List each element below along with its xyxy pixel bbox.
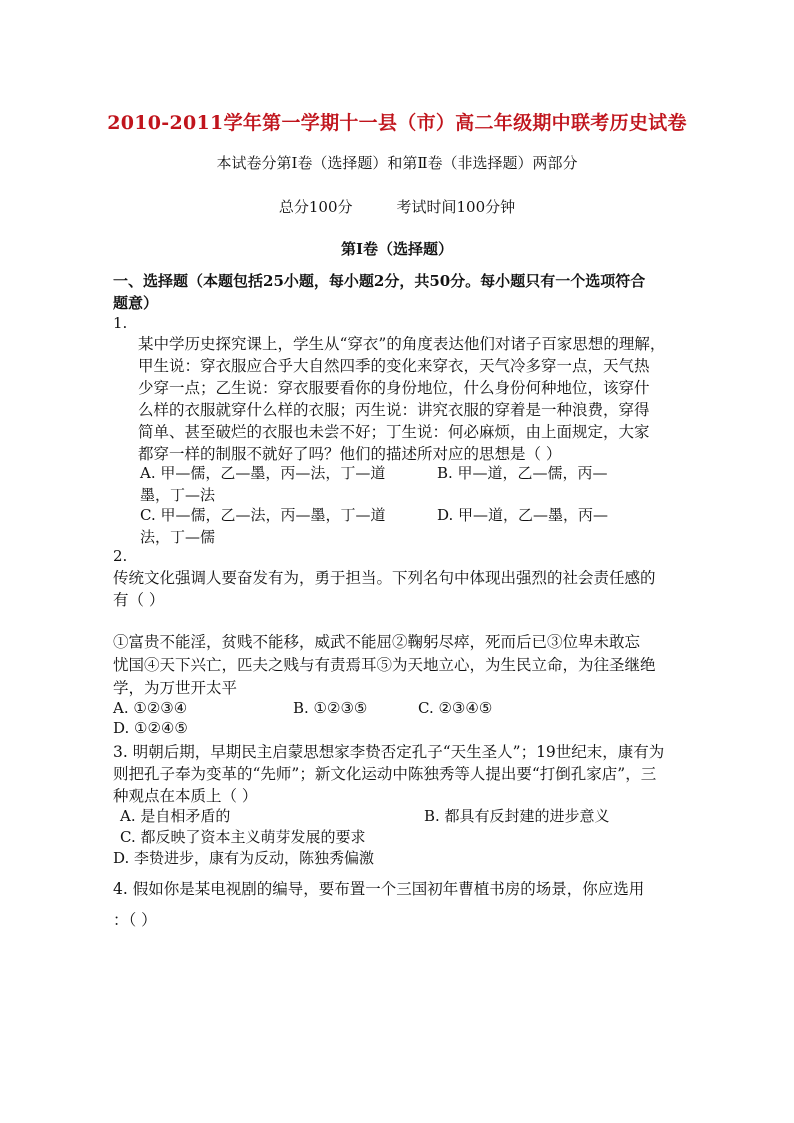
section1-instruction-line1: 一、选择题（本题包括25小题，每小题2分，共50分。每小题只有一个选项符合 [113, 272, 646, 290]
q1-stem-line: 简单、甚至破烂的衣服也未尝不好；丁生说：何必麻烦，由上面规定，大家 [138, 423, 650, 441]
q3-stem-line2: 则把孔子奉为变革的“先师”；新文化运动中陈独秀等人提出要“打倒孔家店”，三 [113, 765, 657, 783]
q2-quote-line2: 忧国④天下兴亡，匹夫之贱与有责焉耳⑤为天地立心，为生民立命，为往圣继绝 [113, 656, 656, 674]
q1-number: 1. [113, 314, 128, 332]
q1-option-d: D. 甲—道，乙—墨，丙— [437, 506, 609, 524]
exam-title: 2010-2011学年第一学期十一县（市）高二年级期中联考历史试卷 [107, 112, 687, 134]
part1-title: 第Ⅰ卷（选择题） [340, 240, 454, 258]
q2-option-c: C. ②③④⑤ [418, 699, 493, 717]
q1-option-b: B. 甲—道，乙—儒，丙— [437, 464, 608, 482]
score-time-line [0, 196, 794, 217]
q2-option-b: B. ①②③⑤ [293, 699, 368, 717]
q1-option-a: A. 甲—儒，乙—墨，丙—法，丁—道 [140, 464, 386, 482]
section1-instruction-line2: 题意） [113, 294, 159, 312]
q4-stem-line1: 4. 假如你是某电视剧的编导，要布置一个三国初年曹植书房的场景，你应选用 [113, 880, 645, 898]
q1-stem-line: 少穿一点；乙生说：穿衣服要看你的身份地位，什么身份何种地位，该穿什 [138, 379, 650, 397]
q3-stem-line3: 种观点在本质上（ ） [113, 787, 258, 805]
q2-stem-line1: 传统文化强调人要奋发有为，勇于担当。下列名句中体现出强烈的社会责任感的 [113, 569, 656, 587]
q2-option-d: D. ①②④⑤ [113, 719, 188, 737]
q1-stem-line: 甲生说：穿衣服应合乎大自然四季的变化来穿衣，天气冷多穿一点，天气热 [138, 357, 650, 375]
q3-option-c: C. 都反映了资本主义萌芽发展的要求 [120, 828, 366, 846]
q3-option-d: D. 李贽进步，康有为反动，陈独秀偏激 [113, 849, 375, 867]
q2-quote-line1: ①富贵不能淫，贫贱不能移，威武不能屈②鞠躬尽瘁，死而后已③位卑未敢忘 [113, 633, 641, 651]
q1-stem-line: 某中学历史探究课上，学生从“穿衣”的角度表达他们对诸子百家思想的理解， [138, 335, 666, 353]
q1-option-b-cont: 墨，丁—法 [140, 486, 216, 504]
q1-option-d-cont: 法，丁—儒 [140, 528, 216, 546]
exam-time: 考试时间100分钟 [396, 198, 516, 216]
total-score: 总分100分 [278, 198, 353, 216]
q1-option-c: C. 甲—儒，乙—法，丙—墨，丁—道 [140, 506, 386, 524]
exam-subtitle: 本试卷分第Ⅰ卷（选择题）和第Ⅱ卷（非选择题）两部分 [216, 154, 578, 172]
q1-stem-line: 都穿一样的制服不就好了吗？他们的描述所对应的思想是（ ） [138, 445, 562, 463]
q3-option-b: B. 都具有反封建的进步意义 [424, 807, 610, 825]
q2-number: 2. [113, 547, 128, 565]
q2-quote-line3: 学，为万世开太平 [113, 679, 238, 697]
q4-stem-line2: ：（ ） [113, 911, 157, 929]
q1-stem-line: 么样的衣服就穿什么样的衣服；丙生说：讲究衣服的穿着是一种浪费，穿得 [138, 401, 650, 419]
q3-option-a: A. 是自相矛盾的 [120, 807, 231, 825]
q2-stem-line2: 有（ ） [113, 591, 165, 609]
q2-option-a: A. ①②③④ [113, 699, 188, 717]
q3-stem-line1: 3. 明朝后期，早期民主启蒙思想家李贽否定孔子“天生圣人”；19世纪末，康有为 [113, 743, 665, 761]
